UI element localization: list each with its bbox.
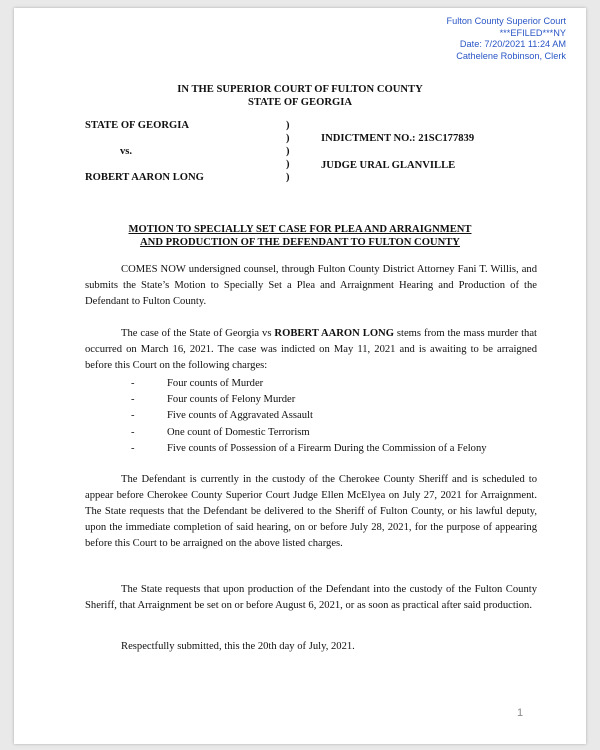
stamp-date: Date: 7/20/2021 11:24 AM bbox=[459, 39, 566, 49]
paren-3: ) bbox=[286, 146, 290, 157]
paren-5: ) bbox=[286, 172, 290, 183]
caption-judge: JUDGE URAL GLANVILLE bbox=[321, 160, 456, 171]
charge-text: Five counts of Aggravated Assault bbox=[167, 410, 313, 422]
paren-2: ) bbox=[286, 133, 290, 144]
court-heading-line2: STATE OF GEORGIA bbox=[248, 97, 352, 108]
motion-title-line2: AND PRODUCTION OF THE DEFENDANT TO FULTON COUNTY bbox=[140, 237, 460, 248]
paragraph-5: Respectfully submitted, this the 20th day of July, 2021. bbox=[121, 641, 355, 652]
charge-text: Four counts of Murder bbox=[167, 378, 264, 389]
defendant-name: ROBERT AARON LONG bbox=[274, 328, 394, 339]
caption-vs: vs. bbox=[120, 146, 133, 157]
list-dash: - bbox=[131, 378, 135, 389]
efiled-stamp bbox=[447, 16, 567, 62]
paren-1: ) bbox=[286, 120, 290, 131]
charge-text: One count of Domestic Terrorism bbox=[167, 426, 310, 438]
list-dash: - bbox=[131, 426, 135, 438]
paragraph-3: The Defendant is currently in the custody of the Cherokee County Sheriff and is scheduled to appear before Cherokee County Superior Court Judge Ellen McElyea on July 27, 2021 for Arraignment. The State requests that the Defendant be delivered to the Sheriff of Fulton County, or his lawful deputy, upon the immediate completion of said hearing, on or before July 28, 2021, for the purpose of appearing before this Court to be arraigned on the above listed charges. bbox=[85, 474, 537, 549]
page-number: 1 bbox=[517, 707, 524, 719]
paragraph-2-post: stems from the mass murder that occurred on March 16, 2021. The case was indicted on May 11, 2021 and is awaiting to be arraigned before this Court on the following charges: bbox=[85, 328, 537, 371]
charges-list bbox=[118, 376, 487, 457]
caption-parentheses bbox=[286, 119, 290, 184]
paren-4: ) bbox=[286, 159, 290, 170]
caption-indictment: INDICTMENT NO.: 21SC177839 bbox=[321, 133, 475, 144]
paragraph-2 bbox=[85, 326, 537, 374]
stamp-court: Fulton County Superior Court bbox=[446, 16, 566, 26]
paragraph-1: COMES NOW undersigned counsel, through Fulton County District Attorney Fani T. Willis, and submits the State’s Motion to Specially Set a Plea and Arraignment Hearing and Production of the Defendant to Fulton County. bbox=[85, 264, 537, 307]
list-item bbox=[118, 441, 487, 457]
list-item bbox=[118, 408, 487, 424]
court-heading-line1: IN THE SUPERIOR COURT OF FULTON COUNTY bbox=[177, 84, 423, 95]
motion-title bbox=[14, 223, 586, 249]
paragraph-2-pre: The case of the State of Georgia vs bbox=[121, 328, 275, 339]
list-dash: - bbox=[131, 410, 135, 422]
court-heading bbox=[14, 83, 586, 109]
list-item bbox=[118, 425, 487, 441]
charge-text: Four counts of Felony Murder bbox=[167, 394, 296, 406]
caption-plaintiff: STATE OF GEORGIA bbox=[85, 120, 189, 131]
stamp-efiled: ***EFILED***NY bbox=[499, 27, 566, 38]
charge-text: Five counts of Possession of a Firearm During the Commission of a Felony bbox=[167, 442, 487, 454]
stamp-clerk: Cathelene Robinson, Clerk bbox=[456, 50, 566, 61]
document-page bbox=[14, 8, 586, 744]
list-item bbox=[118, 392, 487, 408]
list-dash: - bbox=[131, 394, 135, 406]
motion-title-line1: MOTION TO SPECIALLY SET CASE FOR PLEA AND ARRAIGNMENT bbox=[128, 224, 472, 235]
caption-defendant: ROBERT AARON LONG bbox=[85, 172, 204, 183]
list-dash: - bbox=[131, 442, 135, 454]
paragraph-4: The State requests that upon production of the Defendant into the custody of the Fulton County Sheriff, that Arraignment be set on or before August 6, 2021, or as soon as practical after said production. bbox=[85, 584, 537, 611]
list-item bbox=[118, 376, 487, 392]
